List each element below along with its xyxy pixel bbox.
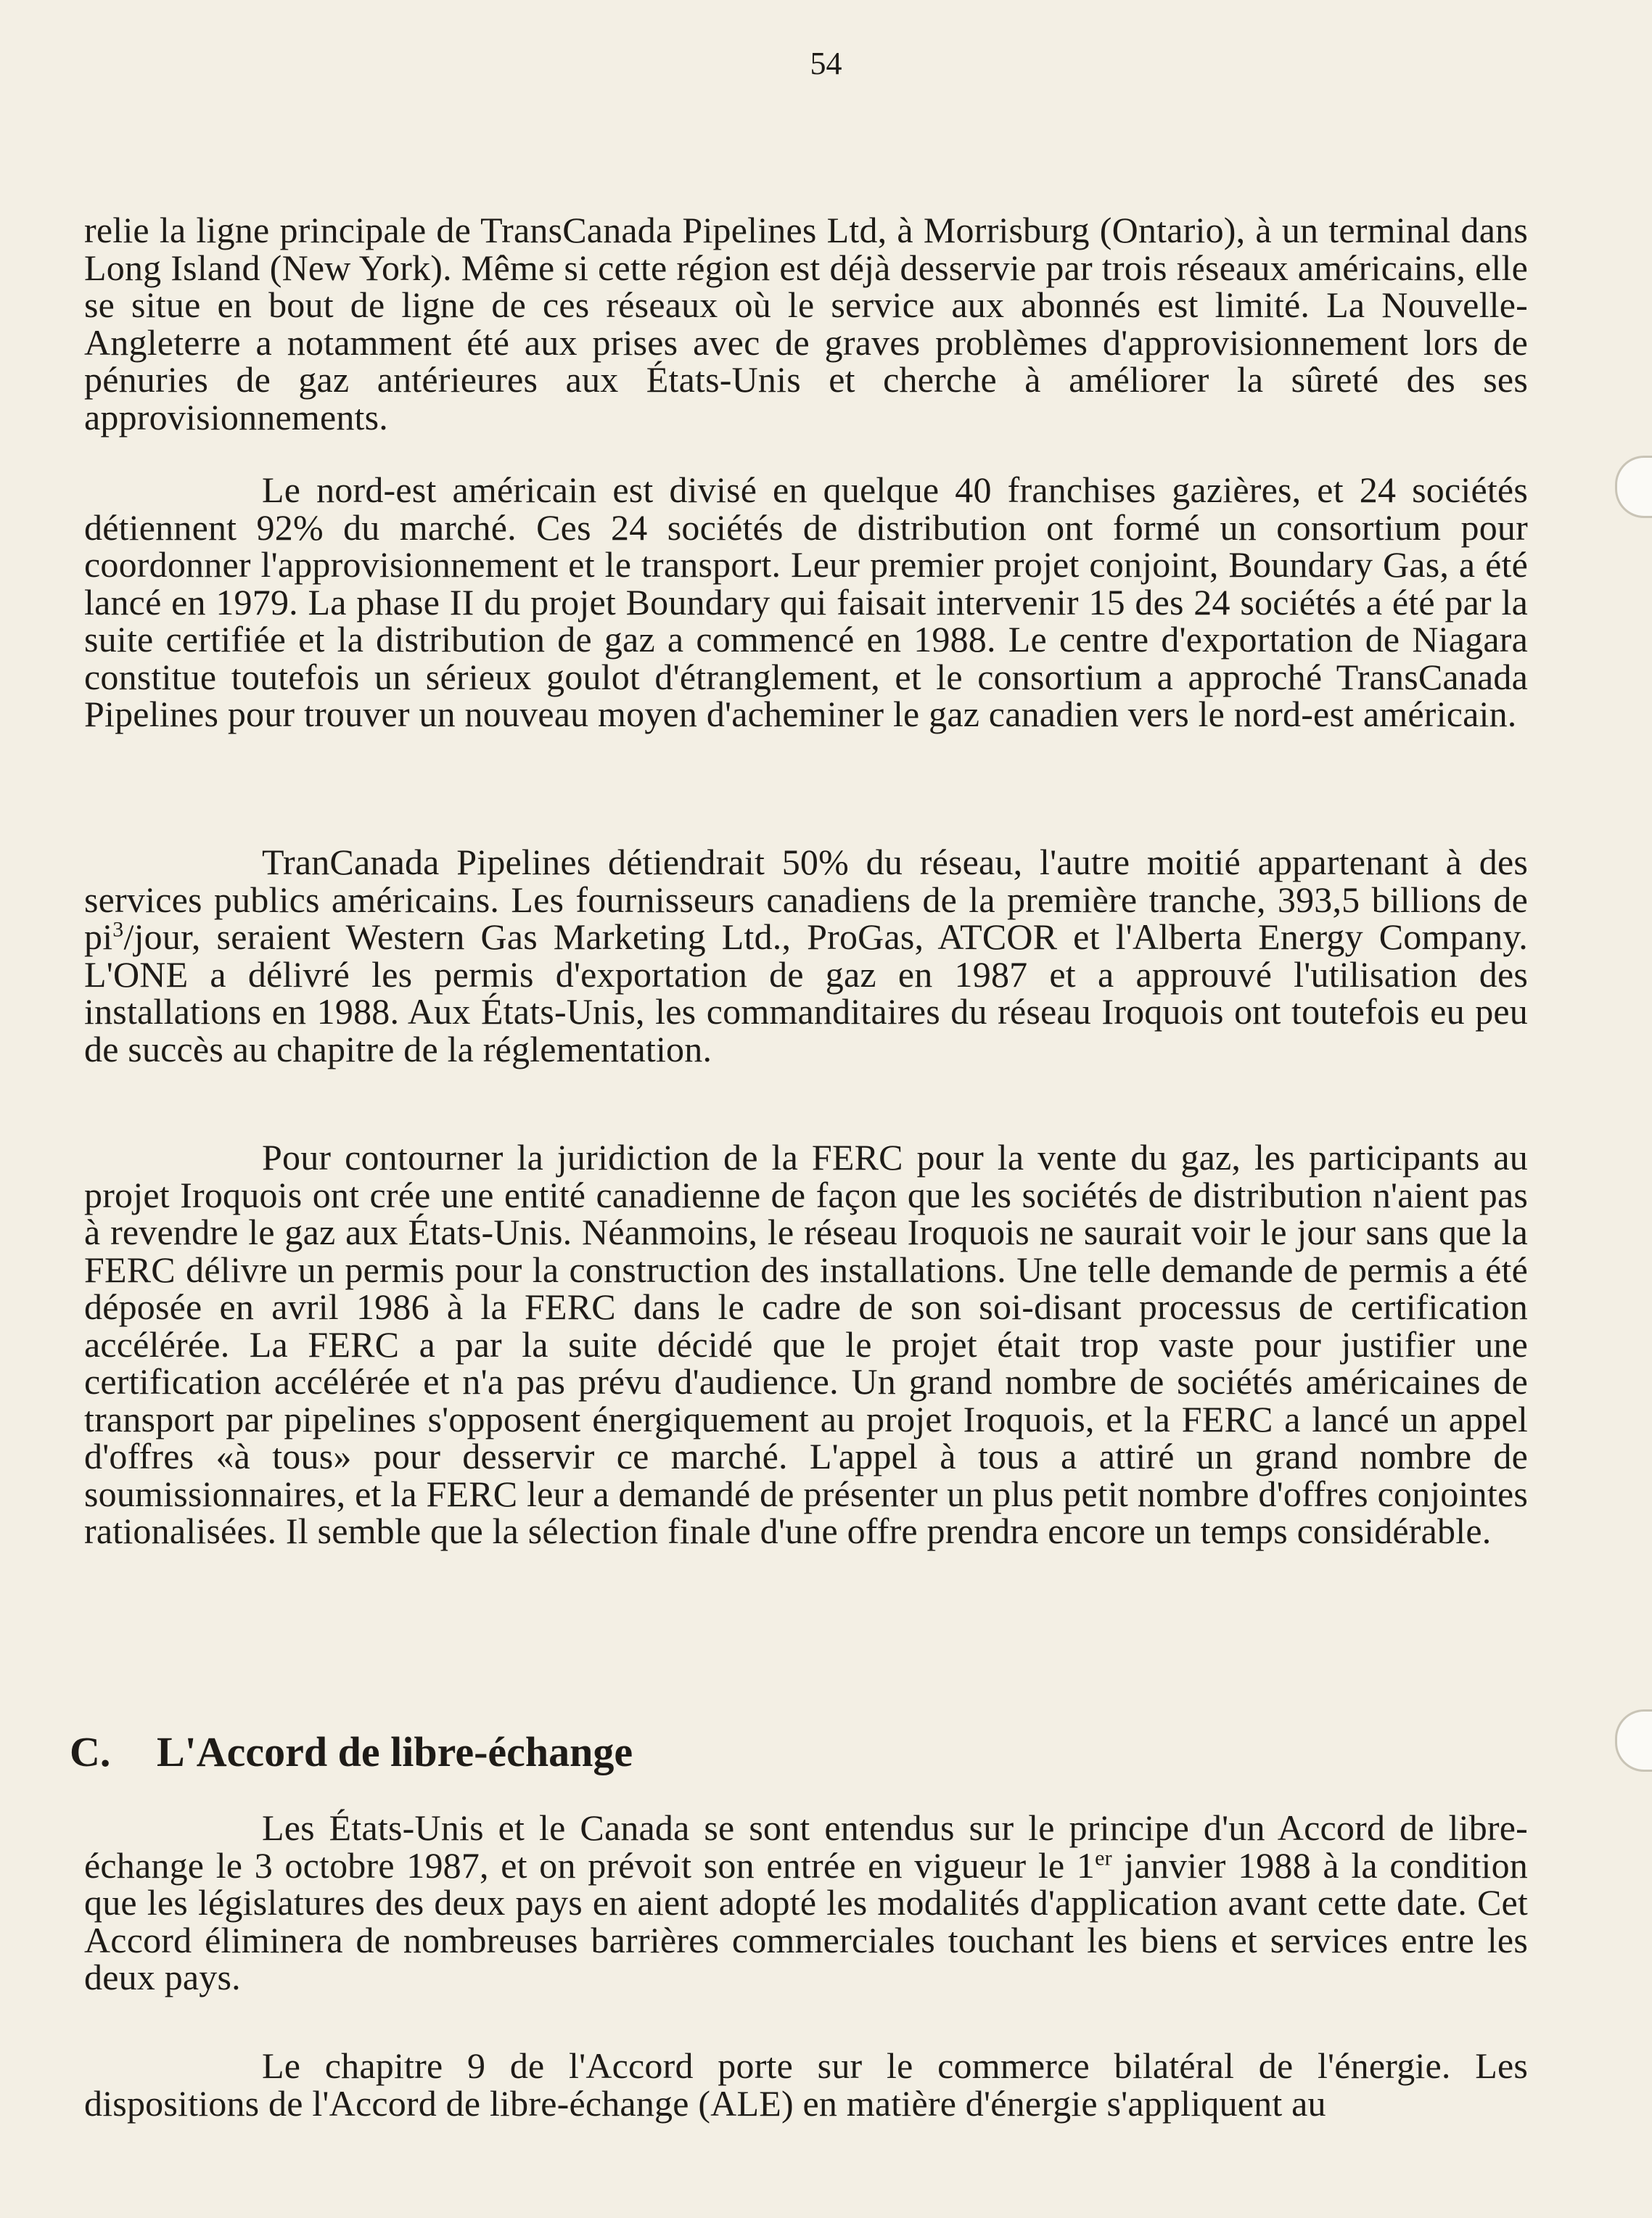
paragraph-text: TranCanada Pipelines détiendrait 50% du réseau, l'autre moitié appartenant à des services publics américains. Les fournisseurs canadiens de la première tranche, 393,5 billions de pi	[84, 842, 1528, 957]
superscript: 3	[112, 917, 124, 942]
paragraph-free-trade	[84, 1807, 1528, 1997]
paragraph-text: Les États-Unis et le Canada se sont entendus sur le principe d'un Accord de libre-échange le 3 octobre 1987, et on prévoit son entrée en vigueur le 1	[84, 1807, 1528, 1886]
paragraph-northeast-market: Le nord-est américain est divisé en quelque 40 franchises gazières, et 24 sociétés détiennent 92% du marché. Ces 24 sociétés de distribution ont formé un consortium pour coordonner l'approvisionnement et le transport. Leur premier projet conjoint, Boundary Gas, a été lancé en 1979. La phase II du projet Boundary qui faisait intervenir 15 des 24 sociétés a été par la suite certifiée et la distribution de gaz a commencé en 1988. Le centre d'exportation de Niagara constitue toutefois un sérieux goulot d'étranglement, et le consortium a approché TransCanada Pipelines pour trouver un nouveau moyen d'acheminer le gaz canadien vers le nord-est américain.	[84, 469, 1528, 734]
paragraph-transcanada-share	[84, 844, 1528, 1068]
paragraph-continuation: relie la ligne principale de TransCanada Pipelines Ltd, à Morrisburg (Ontario), à un terminal dans Long Island (New York). Même si cette région est déjà desservie par trois réseaux américains, elle se situe en bout de ligne de ces réseaux où le service aux abonnés est limité. La Nouvelle-Angleterre a notamment été aux prises avec de graves problèmes d'approvisionnement lors de pénuries de gaz antérieures aux États-Unis et cherche à améliorer la sûreté des ses approvisionnements.	[84, 210, 1528, 438]
paragraph-text: janvier 1988 à la condition que les législatures des deux pays en aient adopté les modalités d'application avant cette date. Cet Accord éliminera de nombreuses barrières commerciales touchant les biens et services entre les deux pays.	[84, 1844, 1528, 1997]
section-title: L'Accord de libre-échange	[157, 1728, 633, 1775]
superscript: er	[1095, 1845, 1112, 1870]
paragraph-ferc: Pour contourner la juridiction de la FERC pour la vente du gaz, les participants au projet Iroquois ont crée une entité canadienne de façon que les sociétés de distribution n'aient pas à revendre le gaz aux États-Unis. Néanmoins, le réseau Iroquois ne saurait voir le jour sans que la FERC délivre un permis pour la construction des installations. Une telle demande de permis a été déposée en avril 1986 à la FERC dans le cadre de son soi-disant processus de certification accélérée. La FERC a par la suite décidé que le projet était trop vaste pour justifier une certification accélérée et n'a pas prévu d'audience. Un grand nombre de sociétés américaines de transport par pipelines s'opposent énergiquement au projet Iroquois, et la FERC a lancé un appel d'offres «à tous» pour desservir ce marché. L'appel à tous a attiré un grand nombre de soumissionnaires, et la FERC leur a demandé de présenter un plus petit nombre d'offres conjointes rationalisées. Il semble que la sélection finale d'une offre prendra encore un temps considérable.	[84, 1137, 1528, 1551]
section-letter: C.	[70, 1728, 111, 1775]
page-number: 54	[810, 46, 842, 81]
binder-hole	[1615, 456, 1652, 518]
paragraph-text: /jour, seraient Western Gas Marketing Ltd., ProGas, ATCOR et l'Alberta Energy Company. L'ONE a délivré les permis d'exportation de gaz en 1987 et a approuvé l'utilisation des installations en 1988. Aux États-Unis, les commanditaires du réseau Iroquois ont toutefois eu peu de succès au chapitre de la réglementation.	[84, 916, 1528, 1069]
paragraph-chapter-9: Le chapitre 9 de l'Accord porte sur le commerce bilatéral de l'énergie. Les dispositions de l'Accord de libre-échange (ALE) en matière d'énergie s'appliquent au	[84, 2045, 1528, 2124]
binder-hole	[1615, 1709, 1652, 1772]
section-heading	[70, 1727, 1513, 1778]
